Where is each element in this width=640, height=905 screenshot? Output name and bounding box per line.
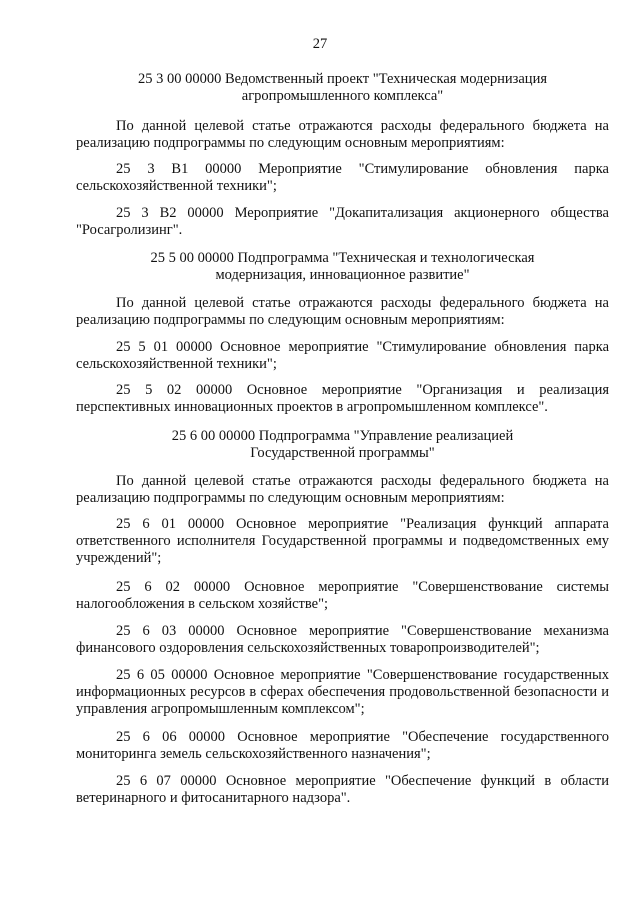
paragraph: По данной целевой статье отражаются расходы федерального бюджета на реализацию подпрограммы по следующим основным мероприятиям: — [76, 473, 609, 506]
section-heading: 25 6 00 00000 Подпрограмма "Управление реализацией Государственной программы" — [171, 428, 514, 461]
paragraph: 25 6 05 00000 Основное мероприятие "Совершенствование государственных информационных ресурсов в сферах обеспечения продовольственной безопасности и управления агропромышленным комплексом"; — [76, 667, 609, 717]
paragraph: 25 6 01 00000 Основное мероприятие "Реализация функций аппарата ответственного исполнителя Государственной программы и подведомственных ему учреждений"; — [76, 516, 609, 566]
paragraph: 25 6 02 00000 Основное мероприятие "Совершенствование системы налогообложения в сельском хозяйстве"; — [76, 579, 609, 612]
paragraph: По данной целевой статье отражаются расходы федерального бюджета на реализацию подпрограммы по следующим основным мероприятиям: — [76, 118, 609, 151]
paragraph: 25 3 В2 00000 Мероприятие "Докапитализация акционерного общества "Росагролизинг". — [76, 205, 609, 238]
paragraph: 25 6 06 00000 Основное мероприятие "Обеспечение государственного мониторинга земель сельскохозяйственного назначения"; — [76, 729, 609, 762]
paragraph: 25 5 02 00000 Основное мероприятие "Организация и реализация перспективных инновационных проектов в агропромышленном комплексе". — [76, 382, 609, 415]
section-heading: 25 5 00 00000 Подпрограмма "Техническая и технологическая модернизация, инновационное развитие" — [150, 250, 535, 283]
paragraph: 25 6 03 00000 Основное мероприятие "Совершенствование механизма финансового оздоровления сельскохозяйственных товаропроизводителей"; — [76, 623, 609, 656]
paragraph: 25 5 01 00000 Основное мероприятие "Стимулирование обновления парка сельскохозяйственной техники"; — [76, 339, 609, 372]
paragraph: 25 6 07 00000 Основное мероприятие "Обеспечение функций в области ветеринарного и фитосанитарного надзора". — [76, 773, 609, 806]
paragraph: 25 3 В1 00000 Мероприятие "Стимулирование обновления парка сельскохозяйственной техники"; — [76, 161, 609, 194]
section-heading: 25 3 00 00000 Ведомственный проект "Техническая модернизация агропромышленного комплекса" — [137, 71, 547, 104]
paragraph: По данной целевой статье отражаются расходы федерального бюджета на реализацию подпрограммы по следующим основным мероприятиям: — [76, 295, 609, 328]
page-number: 27 — [312, 36, 328, 52]
